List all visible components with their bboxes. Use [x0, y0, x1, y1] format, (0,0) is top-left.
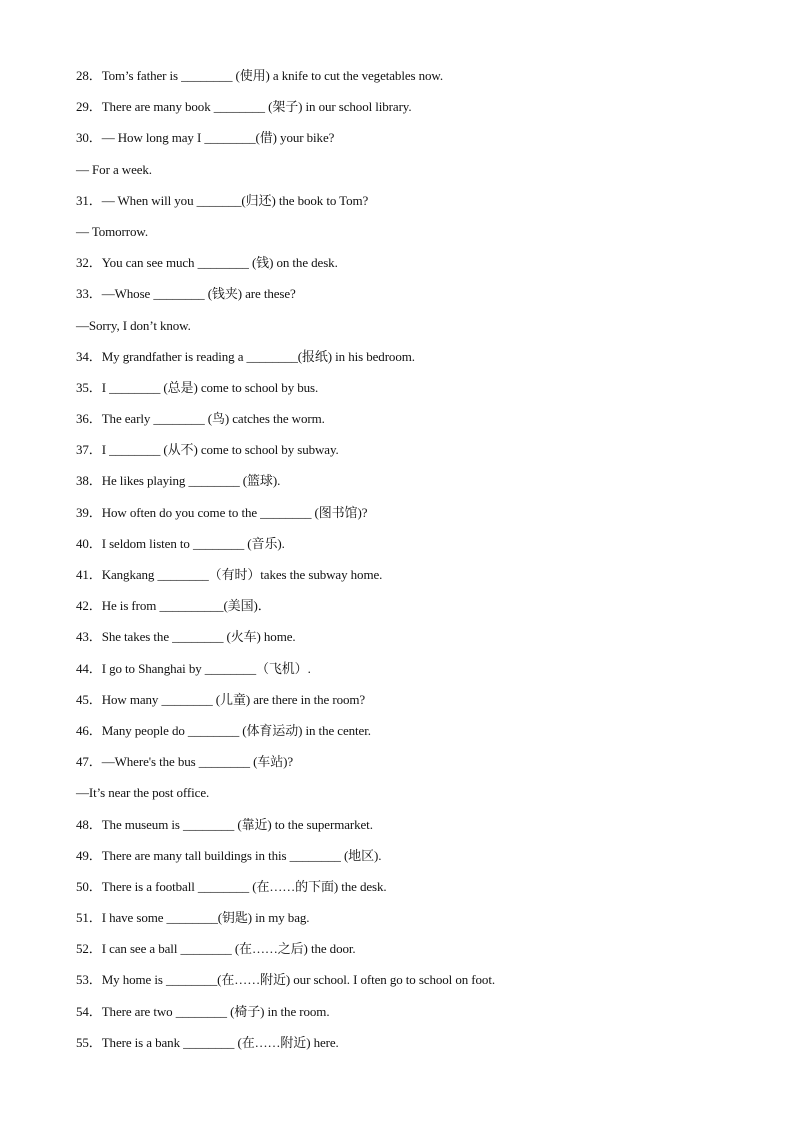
question-text: 39．How often do you come to the ________ (图书馆)?	[76, 504, 368, 520]
question-38	[76, 471, 756, 502]
question-42	[76, 596, 756, 627]
exercise-list	[76, 66, 756, 1064]
question-text: 37．I ________ (从不) come to school by subway.	[76, 442, 339, 458]
question-text: 53．My home is ________(在……附近) our school. I often go to school on foot.	[76, 972, 495, 988]
question-text: 44．I go to Shanghai by ________（飞机）.	[76, 660, 311, 676]
question-text: 38．He likes playing ________ (篮球).	[76, 473, 281, 489]
question-44	[76, 659, 756, 690]
question-29	[76, 97, 756, 128]
question-49	[76, 846, 756, 877]
question-text: 50．There is a football ________ (在……的下面) the desk.	[76, 878, 387, 894]
question-40	[76, 534, 756, 565]
question-33	[76, 284, 756, 315]
question-50	[76, 877, 756, 908]
question-text: 46．Many people do ________ (体育运动) in the center.	[76, 722, 371, 738]
question-text: 45．How many ________ (儿童) are there in the room?	[76, 691, 366, 707]
question-text: 31．— When will you _______(归还) the book to Tom?	[76, 192, 369, 208]
question-46	[76, 721, 756, 752]
question-text: 51．I have some ________(钥匙) in my bag.	[76, 910, 310, 926]
answer-text: — For a week.	[76, 161, 152, 177]
question-47	[76, 752, 756, 783]
question-text: 28．Tom’s father is ________ (使用) a knife to cut the vegetables now.	[76, 68, 444, 83]
question-text: 29．There are many book ________ (架子) in our school library.	[76, 99, 412, 115]
question-text: 54．There are two ________ (椅子) in the room.	[76, 1003, 330, 1019]
question-text: 52．I can see a ball ________ (在……之后) the door.	[76, 941, 356, 957]
question-30	[76, 128, 756, 159]
question-36	[76, 409, 756, 440]
question-31	[76, 191, 756, 222]
question-41	[76, 565, 756, 596]
question-text: 36．The early ________ (鸟) catches the worm.	[76, 411, 325, 427]
answer-30	[76, 160, 756, 191]
question-text: 48．The museum is ________ (靠近) to the supermarket.	[76, 816, 373, 832]
question-text: 34．My grandfather is reading a ________(报纸) in his bedroom.	[76, 348, 415, 364]
question-39	[76, 503, 756, 534]
question-55	[76, 1033, 756, 1064]
question-54	[76, 1002, 756, 1033]
answer-text: —It’s near the post office.	[76, 785, 210, 801]
question-text: 55．There is a bank ________ (在……附近) here.	[76, 1034, 339, 1050]
question-48	[76, 815, 756, 846]
question-53	[76, 970, 756, 1001]
question-text: 47．—Where's the bus ________ (车站)?	[76, 754, 294, 770]
question-51	[76, 908, 756, 939]
question-52	[76, 939, 756, 970]
question-text: 49．There are many tall buildings in this ________ (地区).	[76, 847, 382, 863]
question-45	[76, 690, 756, 721]
answer-text: —Sorry, I don’t know.	[76, 317, 191, 333]
answer-33	[76, 316, 756, 347]
question-28	[76, 66, 756, 97]
answer-31	[76, 222, 756, 253]
question-text: 42．He is from __________(美国)．	[76, 598, 271, 614]
question-37	[76, 440, 756, 471]
answer-47	[76, 783, 756, 814]
question-text: 33．—Whose ________ (钱夹) are these?	[76, 286, 296, 302]
question-text: 35．I ________ (总是) come to school by bus.	[76, 379, 319, 395]
question-text: 41．Kangkang ________（有时）takes the subway home.	[76, 567, 383, 582]
question-text: 32．You can see much ________ (钱) on the desk.	[76, 255, 338, 271]
question-32	[76, 253, 756, 284]
question-text: 43．She takes the ________ (火车) home.	[76, 629, 296, 645]
question-text: 30．— How long may I ________(借) your bike?	[76, 130, 335, 146]
answer-text: — Tomorrow.	[76, 223, 149, 239]
question-35	[76, 378, 756, 409]
question-text: 40．I seldom listen to ________ (音乐).	[76, 535, 285, 551]
question-43	[76, 627, 756, 658]
question-34	[76, 347, 756, 378]
